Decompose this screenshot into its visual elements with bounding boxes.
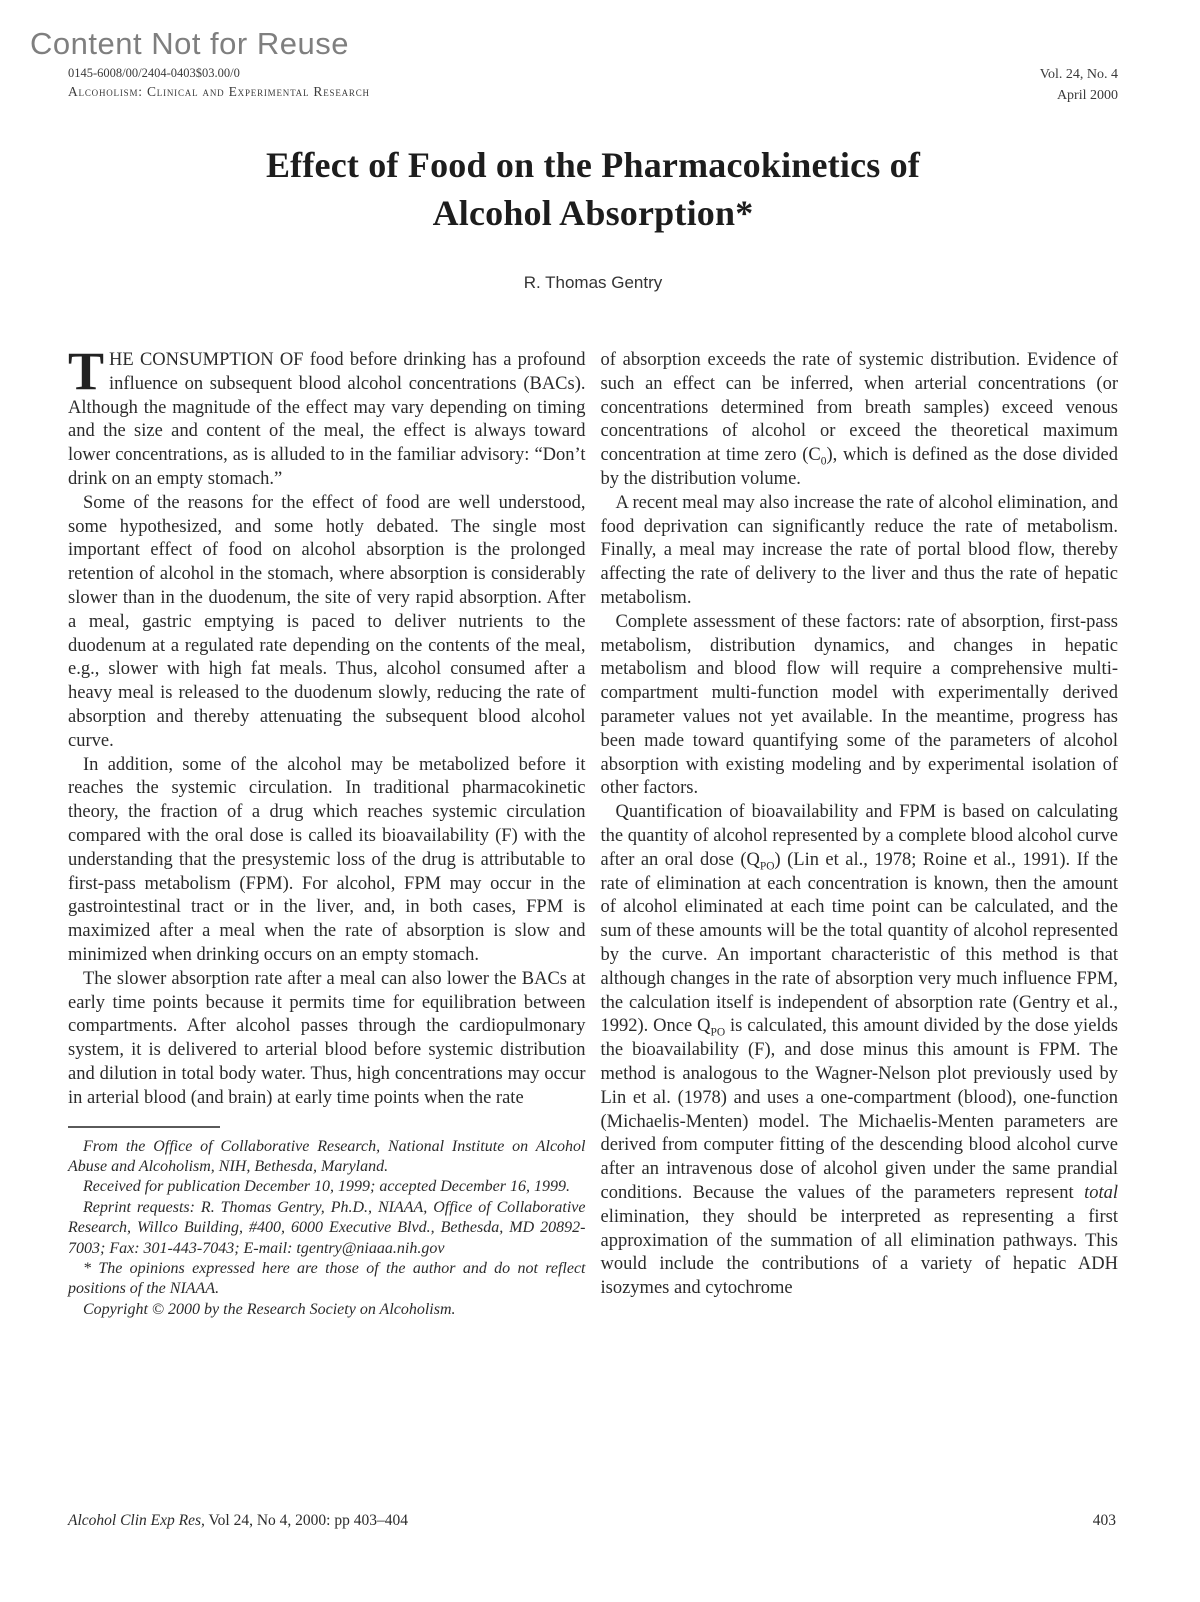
watermark-text: Content Not for Reuse <box>30 26 349 61</box>
article-title-line1: Effect of Food on the Pharmacokinetics of <box>265 145 921 185</box>
issn-line: 0145-6008/00/2404-0403$03.00/0 <box>68 66 240 80</box>
citation-detail: Vol 24, No 4, 2000: pp 403–404 <box>204 1512 408 1529</box>
journal-name: Alcoholism: Clinical and Experimental Research <box>68 84 370 100</box>
footnotes-block <box>68 1137 586 1321</box>
volume-number: Vol. 24, No. 4 <box>1039 67 1118 82</box>
journal-abbreviation: Alcohol Clin Exp Res, <box>68 1512 205 1529</box>
masthead-right <box>1040 64 1118 106</box>
footnote-copyright: Copyright © 2000 by the Research Society on Alcoholism. <box>83 1300 456 1318</box>
article-title-line2: Alcohol Absorption* <box>432 192 754 233</box>
page-number: 403 <box>1092 1512 1116 1529</box>
paragraph: A recent meal may also increase the rate of alcohol elimination, and food deprivation can significantly reduce the rate of metabolism. Finally, a meal may increase the rate of portal blood flow, thereby affecting the rate of delivery to the liver and thus the rate of hepatic metabolism. <box>600 492 1118 608</box>
drop-cap: T <box>68 341 105 402</box>
paragraph: The slower absorption rate after a meal can also lower the BACs at early time points because it permits time for equilibration between compartments. After alcohol passes through the cardiopulmonary system, it is delivered to arterial blood before systemic distribution and dilution in total body water. Thus, high concentrations may occur in arterial blood (and brain) at early time points when the rate <box>68 968 586 1108</box>
paragraph-continuation: of absorption exceeds the rate of systemic distribution. Evidence of such an effect can be inferred, when arterial concentrations (or concentrations determined from breath samples) exceed venous concentrations of alcohol or exceed the theoretical maximum concentration at time zero $(C_0)$, which is defined as the dose divided by the distribution volume. <box>600 350 1118 490</box>
article-title <box>68 142 1118 237</box>
issue-date: April 2000 <box>1056 88 1118 103</box>
footnote-reprints: Reprint requests: R. Thomas Gentry, Ph.D., NIAAA, Office of Collaborative Research, Willco Building, #400, 6000 Executive Blvd., Bethesda, MD 20892-7003; Fax: 301-443-7043; E-mail: tgentry@niaaa.nih.gov <box>68 1198 586 1257</box>
right-column <box>601 349 1119 1320</box>
article-author: R. Thomas Gentry <box>523 273 663 293</box>
footnote-received: Received for publication December 10, 1999; accepted December 16, 1999. <box>83 1178 570 1196</box>
page-footer <box>68 1512 1116 1530</box>
paragraph: Some of the reasons for the effect of food are well understood, some hypothesized, and some hotly debated. The single most important effect of food on alcohol absorption is the prolonged retention of alcohol in the stomach, where absorption is considerably slower than in the duodenum, the site of very rapid absorption. After a meal, gastric emptying is paced to deliver nutrients to the duodenum at a regulated rate depending on the contents of the meal, e.g., slower with high fat meals. Thus, alcohol consumed after a heavy meal is released to the duodenum slowly, reducing the rate of absorption and thereby attenuating the subsequent blood alcohol curve. <box>68 492 586 751</box>
footnote-rule <box>68 1126 220 1128</box>
paragraph-text: HE CONSUMPTION OF food before drinking has a profound influence on subsequent blood alcohol concentrations (BACs). Although the magnitude of the effect may vary depending on timing and the size and content of the meal, the effect is always toward lower concentrations, as is alluded to in the familiar advisory: “Don’t drink on an empty stomach.” <box>68 350 586 490</box>
paragraph: Complete assessment of these factors: rate of absorption, first-pass metabolism, distribution dynamics, and changes in hepatic metabolism and blood flow will require a comprehensive multi-compartment multi-function model with experimentally derived parameter values not yet available. In the meantime, progress has been made toward quantifying some of the parameters of alcohol absorption with existing modeling and by experimental isolation of other factors. <box>600 611 1118 799</box>
paragraph: In addition, some of the alcohol may be metabolized before it reaches the systemic circulation. In traditional pharmacokinetic theory, the fraction of a drug which reaches systemic circulation compared with the oral dose is called its bioavailability (F) with the understanding that the presystemic loss of the drug is attributable to first-pass metabolism (FPM). For alcohol, FPM may occur in the gastrointestinal tract or in the liver, and, in both cases, FPM is maximized after a meal when the rate of absorption is slow and minimized when drinking occurs on an empty stomach. <box>68 754 586 965</box>
paragraph: Quantification of bioavailability and FPM is based on calculating the quantity of alcohol represented by a complete blood alcohol curve after an oral dose $(Q_{PO})$ (Lin et al., 1978; Roine et al., 1991). If the rate of elimination at each concentration is known, then the amount of alcohol eliminated at each time point can be calculated, and the sum of these amounts will be the total quantity of alcohol represented by the curve. An important characteristic of this method is that although changes in the rate of absorption very much influence FPM, the calculation itself is independent of absorption rate (Gentry et al., 1992). Once $Q_{PO}$ is calculated, this amount divided by the dose yields the bioavailability (F), and dose minus this amount is FPM. The method is analogous to the Wagner-Nelson plot previously used by Lin et al. (1978) and uses a one-compartment (blood), one-function (Michaelis-Menten) model. The Michaelis-Menten parameters are derived from computer fitting of the descending blood alcohol curve after an intravenous dose of alcohol given under the same prandial conditions. Because the values of the parameters represent total elimination, they should be interpreted as representing a first approximation of the summation of all elimination pathways. This would include the contributions of a variety of hepatic ADH isozymes and cytochrome <box>600 802 1118 1299</box>
paragraph-lead <box>68 341 586 492</box>
footnote-disclaimer: * The opinions expressed here are those of the author and do not reflect positions of the NIAAA. <box>68 1259 586 1298</box>
masthead <box>68 64 1118 106</box>
left-column <box>68 341 586 1320</box>
running-citation <box>68 1512 408 1530</box>
body-columns <box>68 341 1118 1320</box>
footnote-affiliation: From the Office of Collaborative Research, National Institute on Alcohol Abuse and Alcoholism, NIH, Bethesda, Maryland. <box>68 1137 586 1175</box>
masthead-left <box>68 64 370 102</box>
